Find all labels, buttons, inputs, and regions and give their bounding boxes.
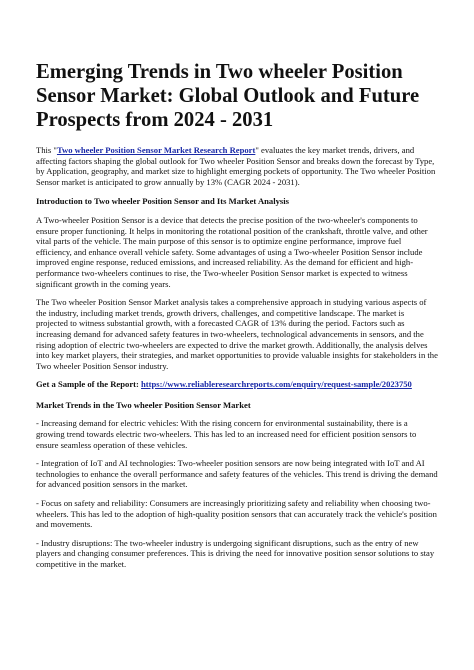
intro-prefix: This ": [36, 145, 57, 155]
sample-label: Get a Sample of the Report:: [36, 379, 142, 390]
trend-item: - Integration of IoT and AI technologies: Two-wheeler position sensors are now being integrated with IoT and AI technologies to enhance the overall performance and safety features of the vehicles. This trend is driving the demand for advanced position sensors in the market.: [36, 458, 438, 490]
sample-request-line: [36, 379, 438, 390]
trend-item: - Increasing demand for electric vehicles: With the rising concern for environmental sustainability, there is a growing trend towards electric two-wheelers. This has led to an increased need for efficient position sensors to ensure seamless operation of these vehicles.: [36, 418, 417, 450]
page-title: Emerging Trends in Two wheeler Position Sensor Market: Global Outlook and Future Prospects from 2024 - 2031: [36, 61, 420, 131]
body-paragraph: The Two wheeler Position Sensor Market analysis takes a comprehensive approach in studying various aspects of the industry, including market trends, growth drivers, challenges, and competitive landscape. The market is projected to witness substantial growth, with a forecasted CAGR of 13% during the period. Factors such as increasing demand for advanced safety features in two-wheelers, technological advancements in sensors, and the rising adoption of electric two-wheelers are expected to drive the market growth. Additionally, the analysis delves into key market players, their strategies, and market opportunities to provide valuable insights for stakeholders in the Two wheeler Position Sensor industry.: [36, 297, 438, 371]
section-heading-introduction: Introduction to Two wheeler Position Sensor and Its Market Analysis: [36, 196, 289, 207]
intro-paragraph: [36, 145, 438, 187]
body-paragraph: A Two-wheeler Position Sensor is a device that detects the precise position of the two-wheeler's components to ensure proper functioning. It helps in monitoring the rotational position of the crankshaft, throttle valve, and other vital parts of the vehicle. The main purpose of this sensor is to optimize engine performance, improve fuel efficiency, and enhance overall vehicle safety. Some advantages of using a Two-wheeler Position Sensor include improved engine response, reduced emissions, and increased reliability. As the demand for efficient and high-performance two-wheelers continues to rise, the Two-wheeler Position Sensor market is expected to witness significant growth in the coming years.: [36, 214, 428, 289]
intro-suffix: " evaluates the key market trends, drivers, and affecting factors shaping the global outlook for Two wheeler Position Sensor and breaks down the forecast by Type, by Application, geography, and market size to highlight emerging pockets of opportunity. The Two wheeler Position Sensor market is anticipated to grow annually by 13% (CAGR 2024 - 2031).: [36, 145, 436, 187]
sample-request-link[interactable]: https://www.reliableresearchreports.com/enquiry/request-sample/2023750: [141, 379, 412, 390]
report-link[interactable]: Two wheeler Position Sensor Market Research Report: [56, 145, 256, 155]
section-heading-market-trends: Market Trends in the Two wheeler Position Sensor Market: [36, 399, 251, 410]
trend-item: - Industry disruptions: The two-wheeler industry is undergoing significant disruptions, such as the entry of new players and changing consumer preferences. This is driving the need for innovative position sensor solutions to stay competitive in the market.: [36, 537, 435, 569]
trend-item: - Focus on safety and reliability: Consumers are increasingly prioritizing safety and reliability when choosing two-wheelers. This has led to the adoption of high-quality position sensors that can accurately track the vehicle's position and movements.: [36, 498, 437, 530]
